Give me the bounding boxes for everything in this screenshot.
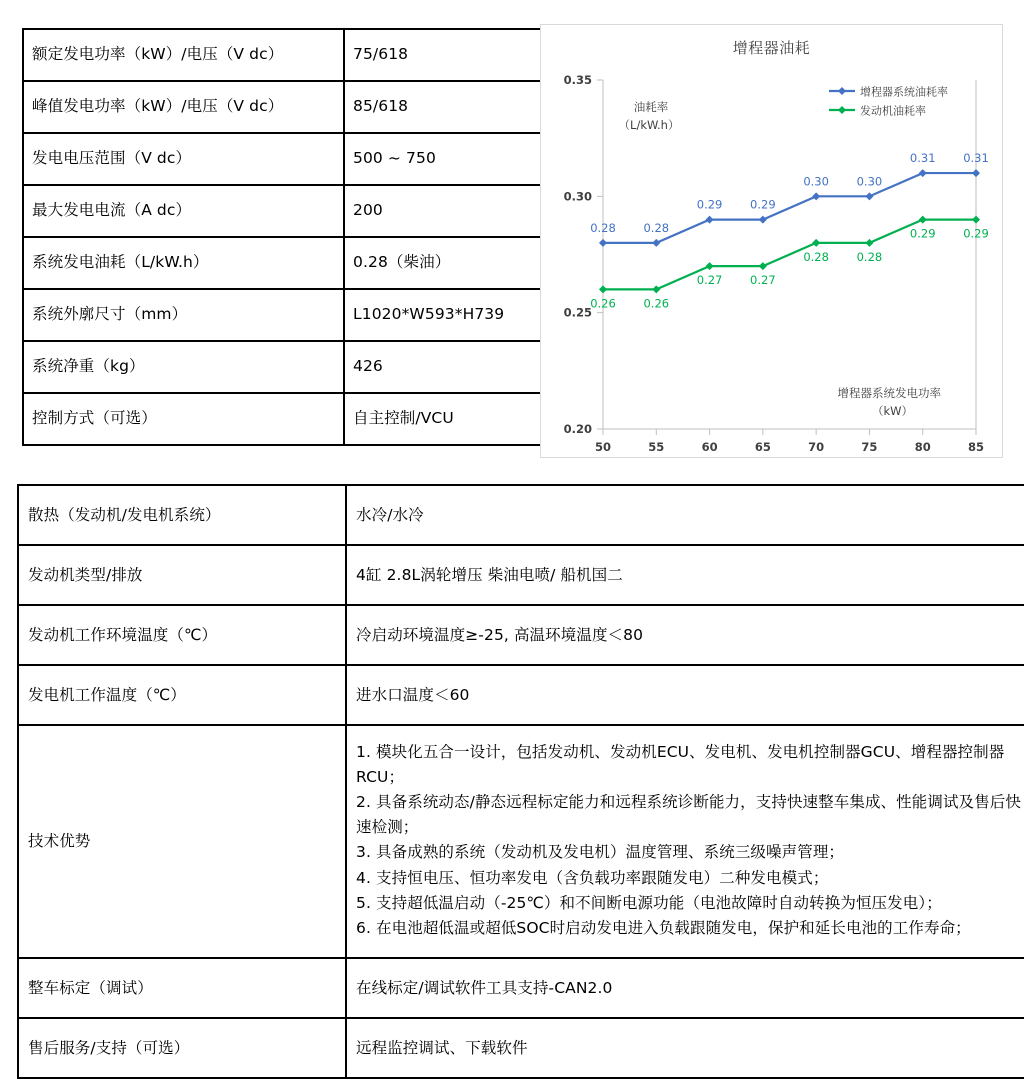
detail-key-cell: 发动机类型/排放 [18, 545, 346, 605]
legend-marker [838, 87, 846, 95]
data-point-label: 0.28 [856, 249, 883, 264]
spec-value-cell: 自主控制/VCU [344, 393, 559, 445]
data-point-label: 0.31 [909, 151, 936, 166]
detail-table-body [18, 485, 1024, 1078]
spec-value-cell: L1020*W593*H739 [344, 289, 559, 341]
data-point-marker [706, 262, 714, 270]
data-point-label: 0.31 [963, 151, 989, 166]
data-point-label: 0.29 [963, 226, 989, 241]
y-tick-label: 0.20 [563, 422, 592, 436]
detail-key-cell: 散热（发动机/发电机系统） [18, 485, 346, 545]
top-section [0, 0, 1024, 470]
data-point-marker [865, 192, 873, 200]
data-point-marker [919, 216, 927, 224]
detail-value-cell: 4缸 2.8L涡轮增压 柴油电喷/ 船机国二 [346, 545, 1024, 605]
data-point-label: 0.27 [750, 273, 776, 288]
y-tick-label: 0.35 [563, 73, 592, 87]
y-axis-title-line2: （L/kW.h） [618, 118, 680, 132]
spec-key-cell: 额定发电功率（kW）/电压（V dc） [23, 29, 344, 81]
data-point-marker [972, 216, 980, 224]
legend-label: 增程器系统油耗率 [860, 85, 948, 99]
data-point-marker [812, 239, 820, 247]
x-axis-title-line1: 增程器系统发电功率 [837, 386, 941, 400]
x-tick-label: 50 [594, 440, 612, 454]
legend-marker [838, 106, 846, 114]
data-point-marker [919, 169, 927, 177]
chart-canvas [541, 25, 1002, 457]
advantages-list [356, 740, 1024, 941]
table-row [23, 341, 559, 393]
spec-value-cell: 200 [344, 185, 559, 237]
y-tick-label: 0.30 [563, 189, 592, 204]
advantage-item: 6. 在电池超低温或超低SOC时启动发电进入负载跟随发电，保护和延长电池的工作寿命； [356, 918, 971, 937]
data-point-marker [972, 169, 980, 177]
legend-label: 发动机油耗率 [860, 104, 926, 118]
specification-table [22, 28, 560, 446]
detail-key-cell: 发电机工作温度（℃） [18, 665, 346, 725]
table-row [18, 485, 1024, 545]
chart-render-group [564, 73, 989, 454]
data-point-marker [759, 262, 767, 270]
data-point-label: 0.30 [803, 174, 829, 189]
data-point-marker [865, 239, 873, 247]
spec-key-cell: 峰值发电功率（kW）/电压（V dc） [23, 81, 344, 133]
data-point-marker [599, 239, 607, 247]
x-axis-title-line2: （kW） [871, 404, 913, 418]
advantage-item: 5. 支持超低温启动（-25℃）和不间断电源功能（电池故障时自动转换为恒压发电）； [356, 893, 942, 912]
detail-key-cell: 整车标定（调试） [18, 958, 346, 1018]
spec-key-cell: 系统发电油耗（L/kW.h） [23, 237, 344, 289]
spec-key-cell: 最大发电电流（A dc） [23, 185, 344, 237]
x-tick-label: 85 [967, 440, 985, 454]
chart-title: 增程器油耗 [732, 39, 811, 57]
table-row [23, 81, 559, 133]
data-point-marker [706, 216, 714, 224]
detail-key-cell: 发动机工作环境温度（℃） [18, 605, 346, 665]
spec-key-cell: 发电电压范围（V dc） [23, 133, 344, 185]
fuel-consumption-chart [540, 24, 1003, 458]
table-row [23, 185, 559, 237]
y-tick-label: 0.25 [563, 305, 592, 320]
data-point-label: 0.29 [750, 197, 776, 212]
table-row [23, 133, 559, 185]
table-row [23, 289, 559, 341]
spec-value-cell: 500 ~ 750 [344, 133, 559, 185]
data-point-marker [599, 285, 607, 293]
detail-value-cell: 在线标定/调试软件工具支持-CAN2.0 [346, 958, 1024, 1018]
data-point-label: 0.29 [696, 197, 723, 212]
data-point-label: 0.26 [590, 296, 616, 311]
x-tick-label: 80 [914, 440, 931, 454]
data-point-label: 0.26 [643, 296, 670, 311]
data-point-marker [652, 239, 660, 247]
detail-specification-table [17, 484, 1024, 1079]
x-tick-label: 65 [754, 440, 771, 454]
data-point-label: 0.28 [590, 220, 616, 235]
detail-key-cell: 售后服务/支持（可选） [18, 1018, 346, 1078]
spec-key-cell: 系统净重（kg） [23, 341, 344, 393]
table-row [18, 545, 1024, 605]
spec-value-cell: 85/618 [344, 81, 559, 133]
detail-value-cell: 水冷/水冷 [346, 485, 1024, 545]
spec-value-cell: 0.28（柴油） [344, 237, 559, 289]
spec-value-cell: 75/618 [344, 29, 559, 81]
data-point-label: 0.27 [696, 273, 723, 288]
data-point-label: 0.28 [643, 220, 670, 235]
spec-key-cell: 控制方式（可选） [23, 393, 344, 445]
spec-key-cell: 系统外廓尺寸（mm） [23, 289, 344, 341]
x-tick-label: 70 [808, 440, 825, 454]
table-row [23, 393, 559, 445]
technical-advantages-row [18, 725, 1024, 958]
table-row [23, 237, 559, 289]
table-row [23, 29, 559, 81]
table-row [18, 605, 1024, 665]
advantage-item: 4. 支持恒电压、恒功率发电（含负载功率跟随发电）二种发电模式； [356, 868, 829, 887]
data-point-marker [759, 216, 767, 224]
data-point-label: 0.29 [909, 226, 936, 241]
advantages-key-cell: 技术优势 [18, 725, 346, 958]
advantage-item: 3. 具备成熟的系统（发动机及发电机）温度管理、系统三级噪声管理； [356, 843, 845, 862]
x-tick-label: 55 [648, 440, 665, 454]
advantages-value-cell [346, 725, 1024, 958]
data-point-label: 0.28 [803, 249, 829, 264]
data-point-label: 0.30 [856, 174, 883, 189]
y-axis-title-line1: 油耗率 [633, 100, 669, 114]
detail-value-cell: 进水口温度＜60 [346, 665, 1024, 725]
table-row [18, 1018, 1024, 1078]
detail-value-cell: 冷启动环境温度≥-25, 高温环境温度＜80 [346, 605, 1024, 665]
table-row [18, 665, 1024, 725]
advantage-item: 1. 模块化五合一设计，包括发动机、发动机ECU、发电机、发电机控制器GCU、增程器控制器RCU； [356, 743, 1005, 787]
data-point-marker [812, 192, 820, 200]
spec-table-body [23, 29, 559, 445]
detail-value-cell: 远程监控调试、下载软件 [346, 1018, 1024, 1078]
x-tick-label: 75 [861, 440, 878, 454]
spec-value-cell: 426 [344, 341, 559, 393]
advantage-item: 2. 具备系统动态/静态远程标定能力和远程系统诊断能力，支持快速整车集成、性能调试及售后快速检测； [356, 793, 1021, 837]
x-tick-label: 60 [701, 440, 718, 454]
data-point-marker [652, 285, 660, 293]
table-row [18, 958, 1024, 1018]
